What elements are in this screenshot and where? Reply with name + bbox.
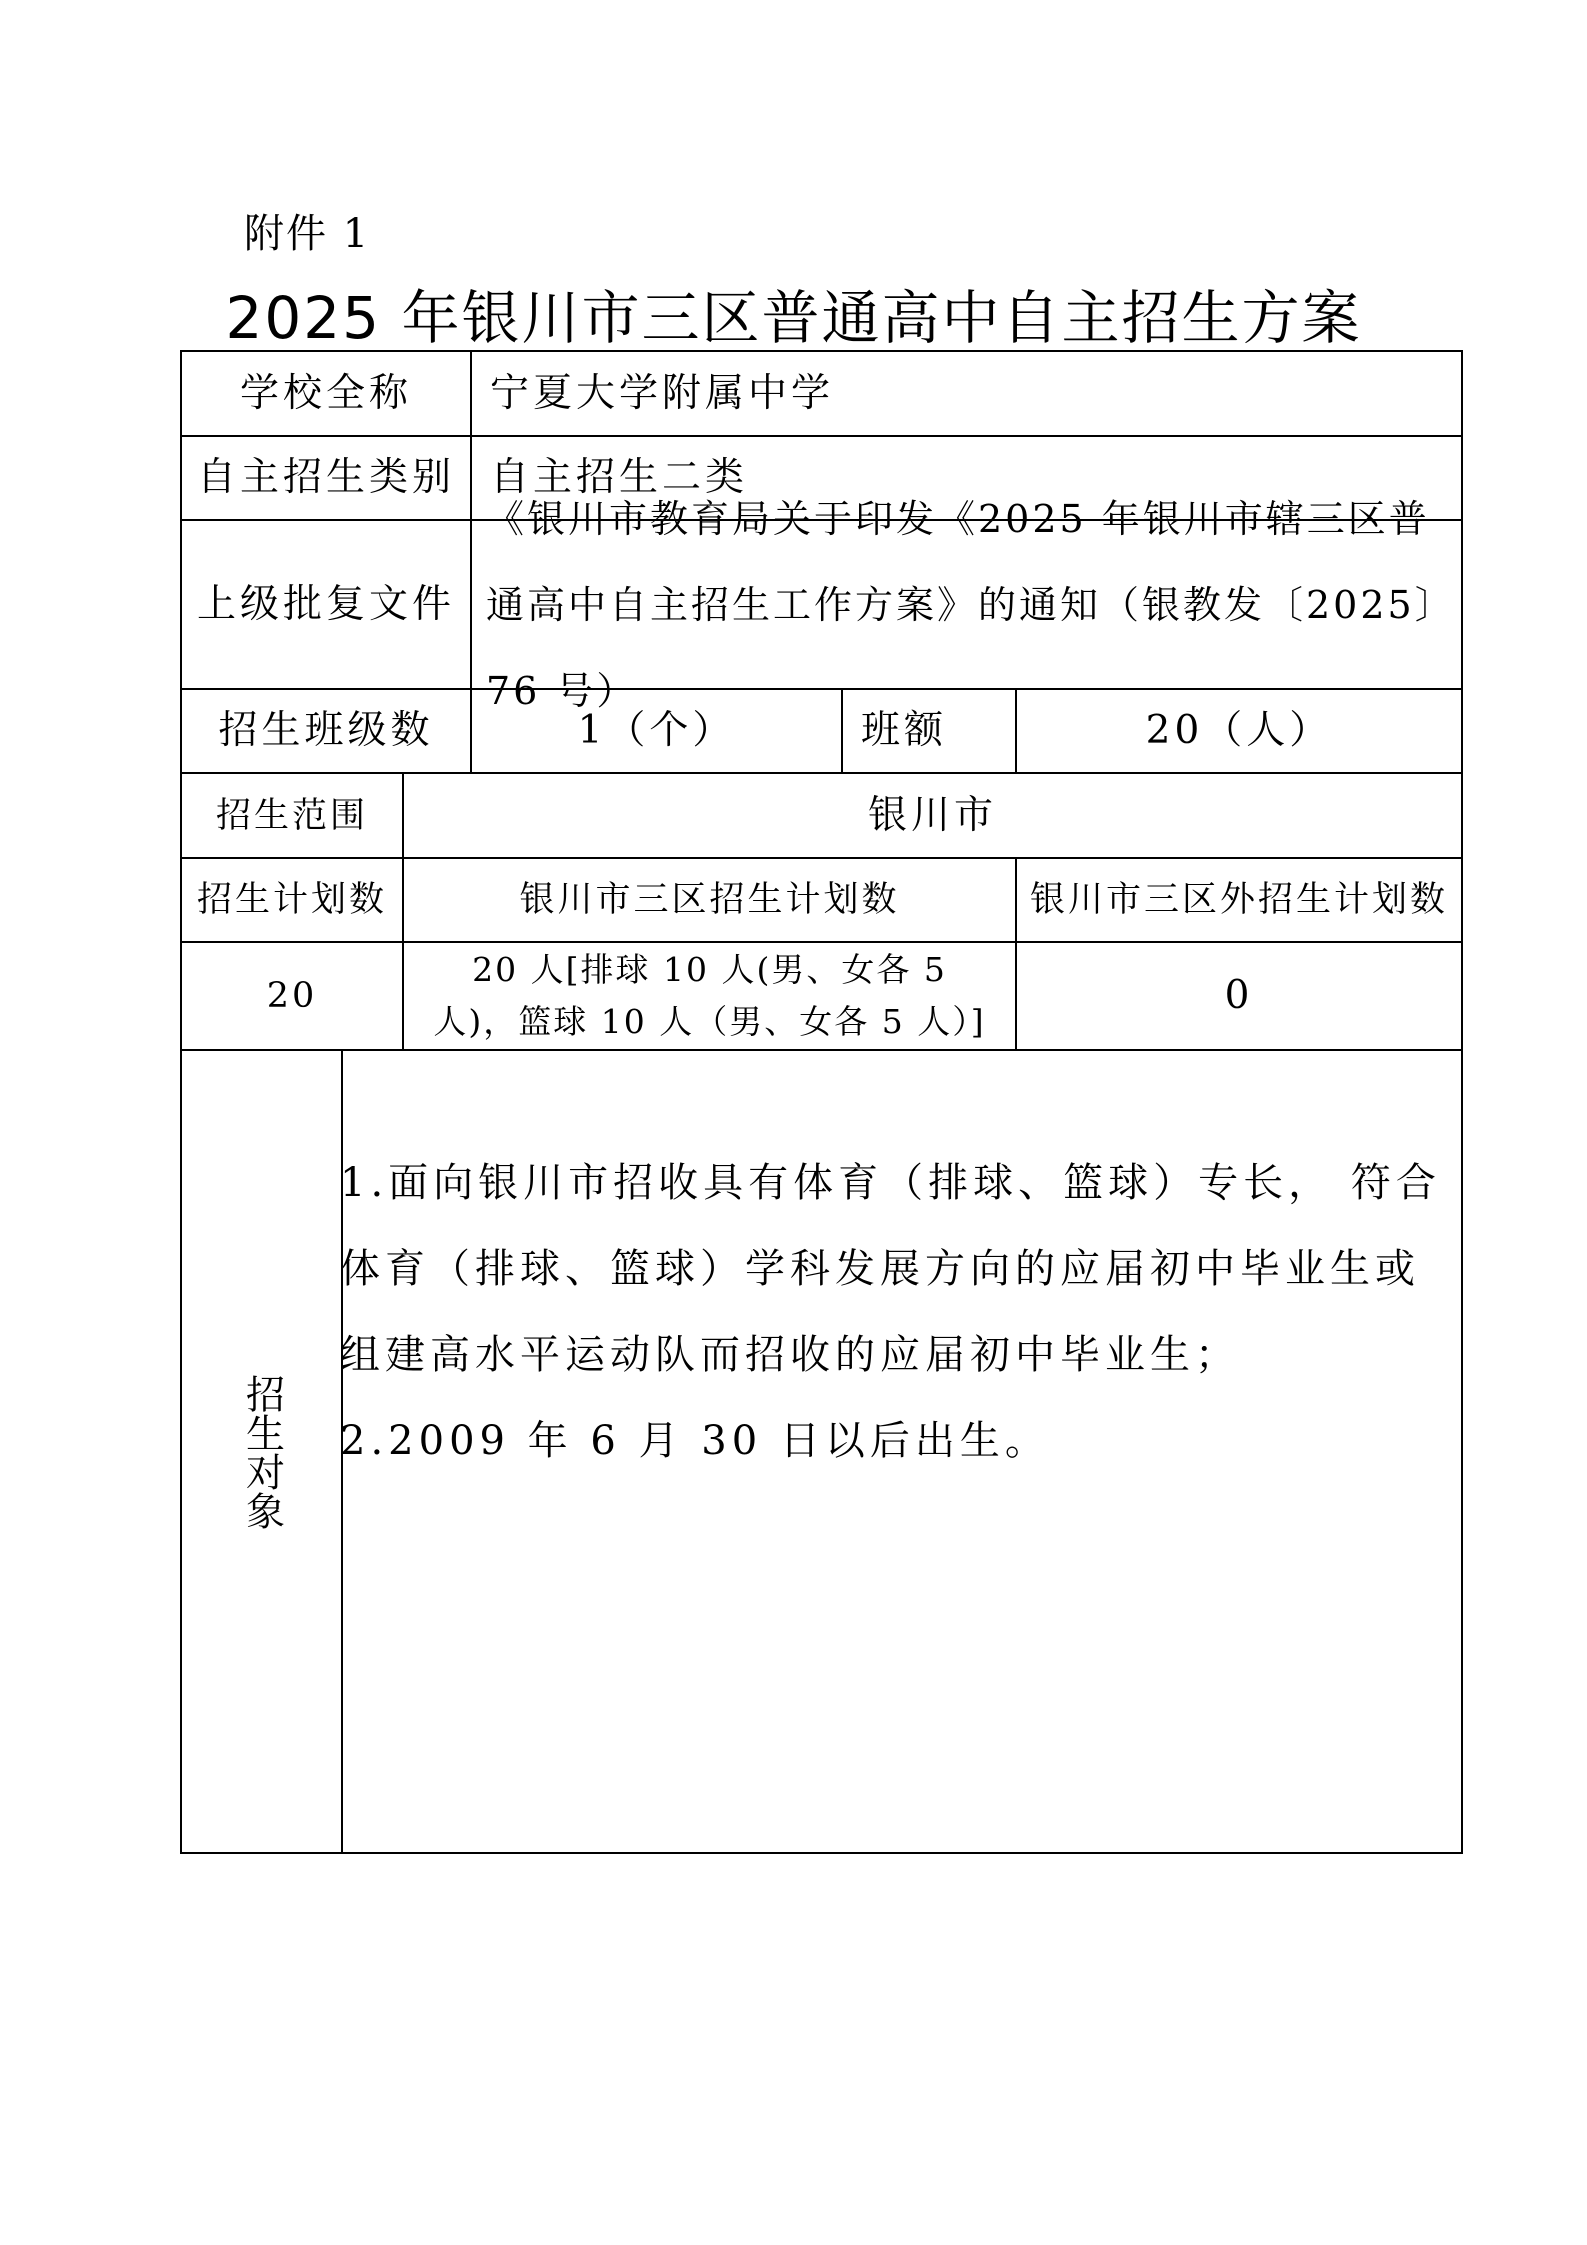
- annex-label: 附件 1: [244, 211, 371, 257]
- plan-in-district-header: 银川市三区招生计划数: [402, 857, 1017, 943]
- targets-item: 2.2009 年 6 月 30 日以后出生。: [340, 1418, 1050, 1464]
- plan-label: 招生计划数: [180, 857, 404, 943]
- targets-list: [340, 1140, 1455, 1484]
- plan-out-district-header: 银川市三区外招生计划数: [1015, 857, 1463, 943]
- plan-total-value: 20: [180, 941, 404, 1051]
- school-value: 宁夏大学附属中学: [470, 350, 1463, 437]
- targets-label: 招生对象: [239, 1373, 285, 1530]
- quota-label: 班额: [841, 688, 1017, 774]
- school-label: 学校全称: [180, 350, 472, 437]
- scope-label: 招生范围: [180, 772, 404, 859]
- targets-label-cell: [180, 1049, 343, 1854]
- scope-value: 银川市: [402, 772, 1463, 859]
- approval-value: 《银川市教育局关于印发《2025 年银川市辖三区普通高中自主招生工作方案》的通知（银教发〔2025〕76 号）: [470, 519, 1463, 690]
- classes-label: 招生班级数: [180, 688, 472, 774]
- document-title: 2025 年银川市三区普通高中自主招生方案: [225, 284, 1362, 352]
- targets-item: 1.面向银川市招收具有体育（排球、篮球）专长， 符合体育（排球、篮球）学科发展方向的应届初中毕业生或组建高水平运动队而招收的应届初中毕业生；: [340, 1160, 1441, 1378]
- plan-in-district-value: 20 人[排球 10 人(男、女各 5 人)，篮球 10 人（男、女各 5 人）]: [402, 941, 1017, 1051]
- quota-value: 20（人）: [1015, 688, 1463, 774]
- category-label: 自主招生类别: [180, 435, 472, 521]
- category-value: 自主招生二类: [470, 435, 1463, 521]
- approval-label: 上级批复文件: [180, 519, 472, 690]
- classes-value: 1（个）: [470, 688, 843, 774]
- plan-out-district-value: 0: [1015, 941, 1463, 1051]
